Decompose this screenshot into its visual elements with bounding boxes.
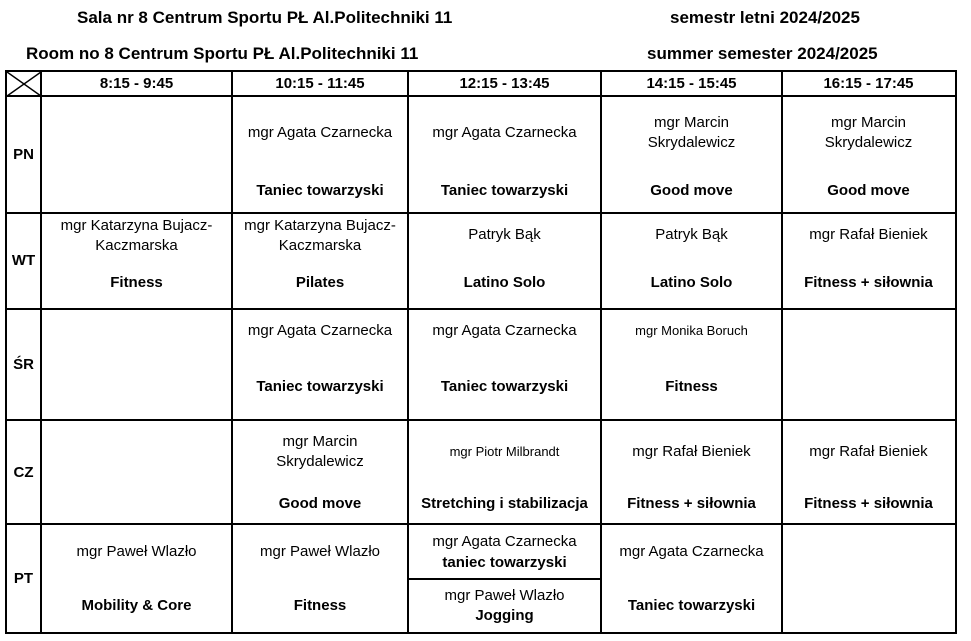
teacher: mgr Rafał Bieniek: [809, 226, 928, 243]
grid-line: [5, 70, 7, 634]
teacher: mgr Marcin: [830, 114, 906, 131]
grid-line: [231, 70, 233, 634]
teacher: mgr Agata Czarnecka: [247, 322, 393, 339]
cell-pn-4: [601, 97, 782, 213]
cell-pn-2: [232, 97, 408, 213]
time-slot-3: 12:15 - 13:45: [459, 75, 550, 92]
time-slot-2: 10:15 - 11:45: [275, 75, 365, 92]
cell-sr-4: [601, 309, 782, 420]
course: Taniec towarzyski: [440, 182, 569, 199]
grid-line: [600, 70, 602, 634]
teacher: mgr Katarzyna Bujacz-: [244, 217, 396, 234]
cell-sr-5: [782, 309, 955, 420]
grid-line: [781, 70, 783, 634]
cell-cz-3: [408, 420, 601, 524]
cell-wt-3: [408, 213, 601, 309]
teacher-line2: Skrydalewicz: [276, 453, 364, 470]
course: Fitness: [293, 597, 347, 614]
cell-wt-4: [601, 213, 782, 309]
course: Stretching i stabilizacja: [421, 495, 588, 512]
teacher: mgr Paweł Wlazło: [76, 543, 197, 560]
cell-wt-5: [782, 213, 955, 309]
course: Good move: [650, 182, 733, 199]
course: Good move: [827, 182, 910, 199]
course: Good move: [278, 495, 362, 512]
teacher-second-slot: mgr Paweł Wlazło: [444, 587, 565, 604]
teacher-line2: Skrydalewicz: [824, 134, 913, 151]
course: taniec towarzyski: [442, 554, 567, 571]
cell-pt-1: [41, 524, 232, 633]
course: Fitness + siłownia: [804, 274, 933, 291]
semester-en: summer semester 2024/2025: [647, 44, 878, 63]
corner-cross-icon: [7, 72, 41, 96]
teacher: mgr Monika Boruch: [635, 323, 748, 338]
cell-pt-4: [601, 524, 782, 633]
grid-line: [955, 70, 957, 634]
cell-cz-5: [782, 420, 955, 524]
cell-sr-2: [232, 309, 408, 420]
teacher: mgr Marcin: [653, 114, 729, 131]
course: Fitness + siłownia: [804, 495, 933, 512]
title-pl: Sala nr 8 Centrum Sportu PŁ Al.Politechniki 11: [77, 8, 453, 27]
teacher: mgr Piotr Milbrandt: [449, 444, 560, 459]
course: Taniec towarzyski: [440, 378, 569, 395]
day-sr: ŚR: [13, 356, 34, 373]
cell-pt-2: [232, 524, 408, 633]
day-pn: PN: [13, 146, 34, 163]
cell-pn-1: [41, 97, 232, 213]
grid-line: [5, 523, 957, 525]
day-cz: CZ: [13, 464, 34, 481]
day-wt: WT: [11, 252, 36, 269]
grid-line: [40, 70, 42, 634]
teacher: mgr Agata Czarnecka: [432, 533, 577, 550]
course: Mobility & Core: [81, 597, 192, 614]
grid-line: [5, 308, 957, 310]
grid-line: [407, 70, 409, 634]
cell-wt-2: [232, 213, 408, 309]
time-slot-5: 16:15 - 17:45: [823, 75, 914, 92]
cell-cz-1: [41, 420, 232, 524]
teacher: mgr Agata Czarnecka: [247, 124, 393, 141]
semester-pl: semestr letni 2024/2025: [670, 8, 860, 27]
grid-line: [5, 95, 957, 97]
title-en: Room no 8 Centrum Sportu PŁ Al.Politechniki 11: [26, 44, 419, 63]
teacher: mgr Katarzyna Bujacz-: [60, 217, 213, 234]
day-pt: PT: [13, 570, 34, 587]
cell-cz-4: [601, 420, 782, 524]
course: Taniec towarzyski: [627, 597, 756, 614]
cell-sr-3: [408, 309, 601, 420]
course: Taniec towarzyski: [256, 182, 384, 199]
course: Fitness + siłownia: [627, 495, 756, 512]
course: Fitness: [665, 378, 718, 395]
grid-line: [5, 212, 957, 214]
teacher: mgr Agata Czarnecka: [432, 322, 577, 339]
teacher: mgr Paweł Wlazło: [259, 543, 381, 560]
grid-line: [5, 70, 957, 72]
grid-line: [5, 419, 957, 421]
teacher: mgr Rafał Bieniek: [632, 443, 751, 460]
cell-pt-5: [782, 524, 955, 633]
grid-line: [408, 578, 601, 580]
course: Pilates: [295, 274, 345, 291]
teacher: Patryk Bąk: [468, 226, 541, 243]
cell-pn-5: [782, 97, 955, 213]
course: Taniec towarzyski: [256, 378, 384, 395]
grid-line: [5, 632, 957, 634]
teacher-line2: Skrydalewicz: [647, 134, 736, 151]
teacher-line2: Kaczmarska: [278, 237, 362, 254]
course: Fitness: [110, 274, 163, 291]
time-slot-4: 14:15 - 15:45: [646, 75, 737, 92]
course: Latino Solo: [650, 274, 733, 291]
course-second-slot: Jogging: [475, 607, 534, 624]
teacher: mgr Agata Czarnecka: [619, 543, 764, 560]
cell-cz-2: [232, 420, 408, 524]
teacher: mgr Marcin: [282, 433, 358, 450]
cell-pn-3: [408, 97, 601, 213]
cell-wt-1: [41, 213, 232, 309]
teacher: mgr Agata Czarnecka: [432, 124, 577, 141]
time-slot-1: 8:15 - 9:45: [99, 75, 174, 92]
teacher: mgr Rafał Bieniek: [809, 443, 928, 460]
teacher-line2: Kaczmarska: [95, 237, 178, 254]
cell-sr-1: [41, 309, 232, 420]
teacher: Patryk Bąk: [655, 226, 728, 243]
course: Latino Solo: [463, 274, 546, 291]
